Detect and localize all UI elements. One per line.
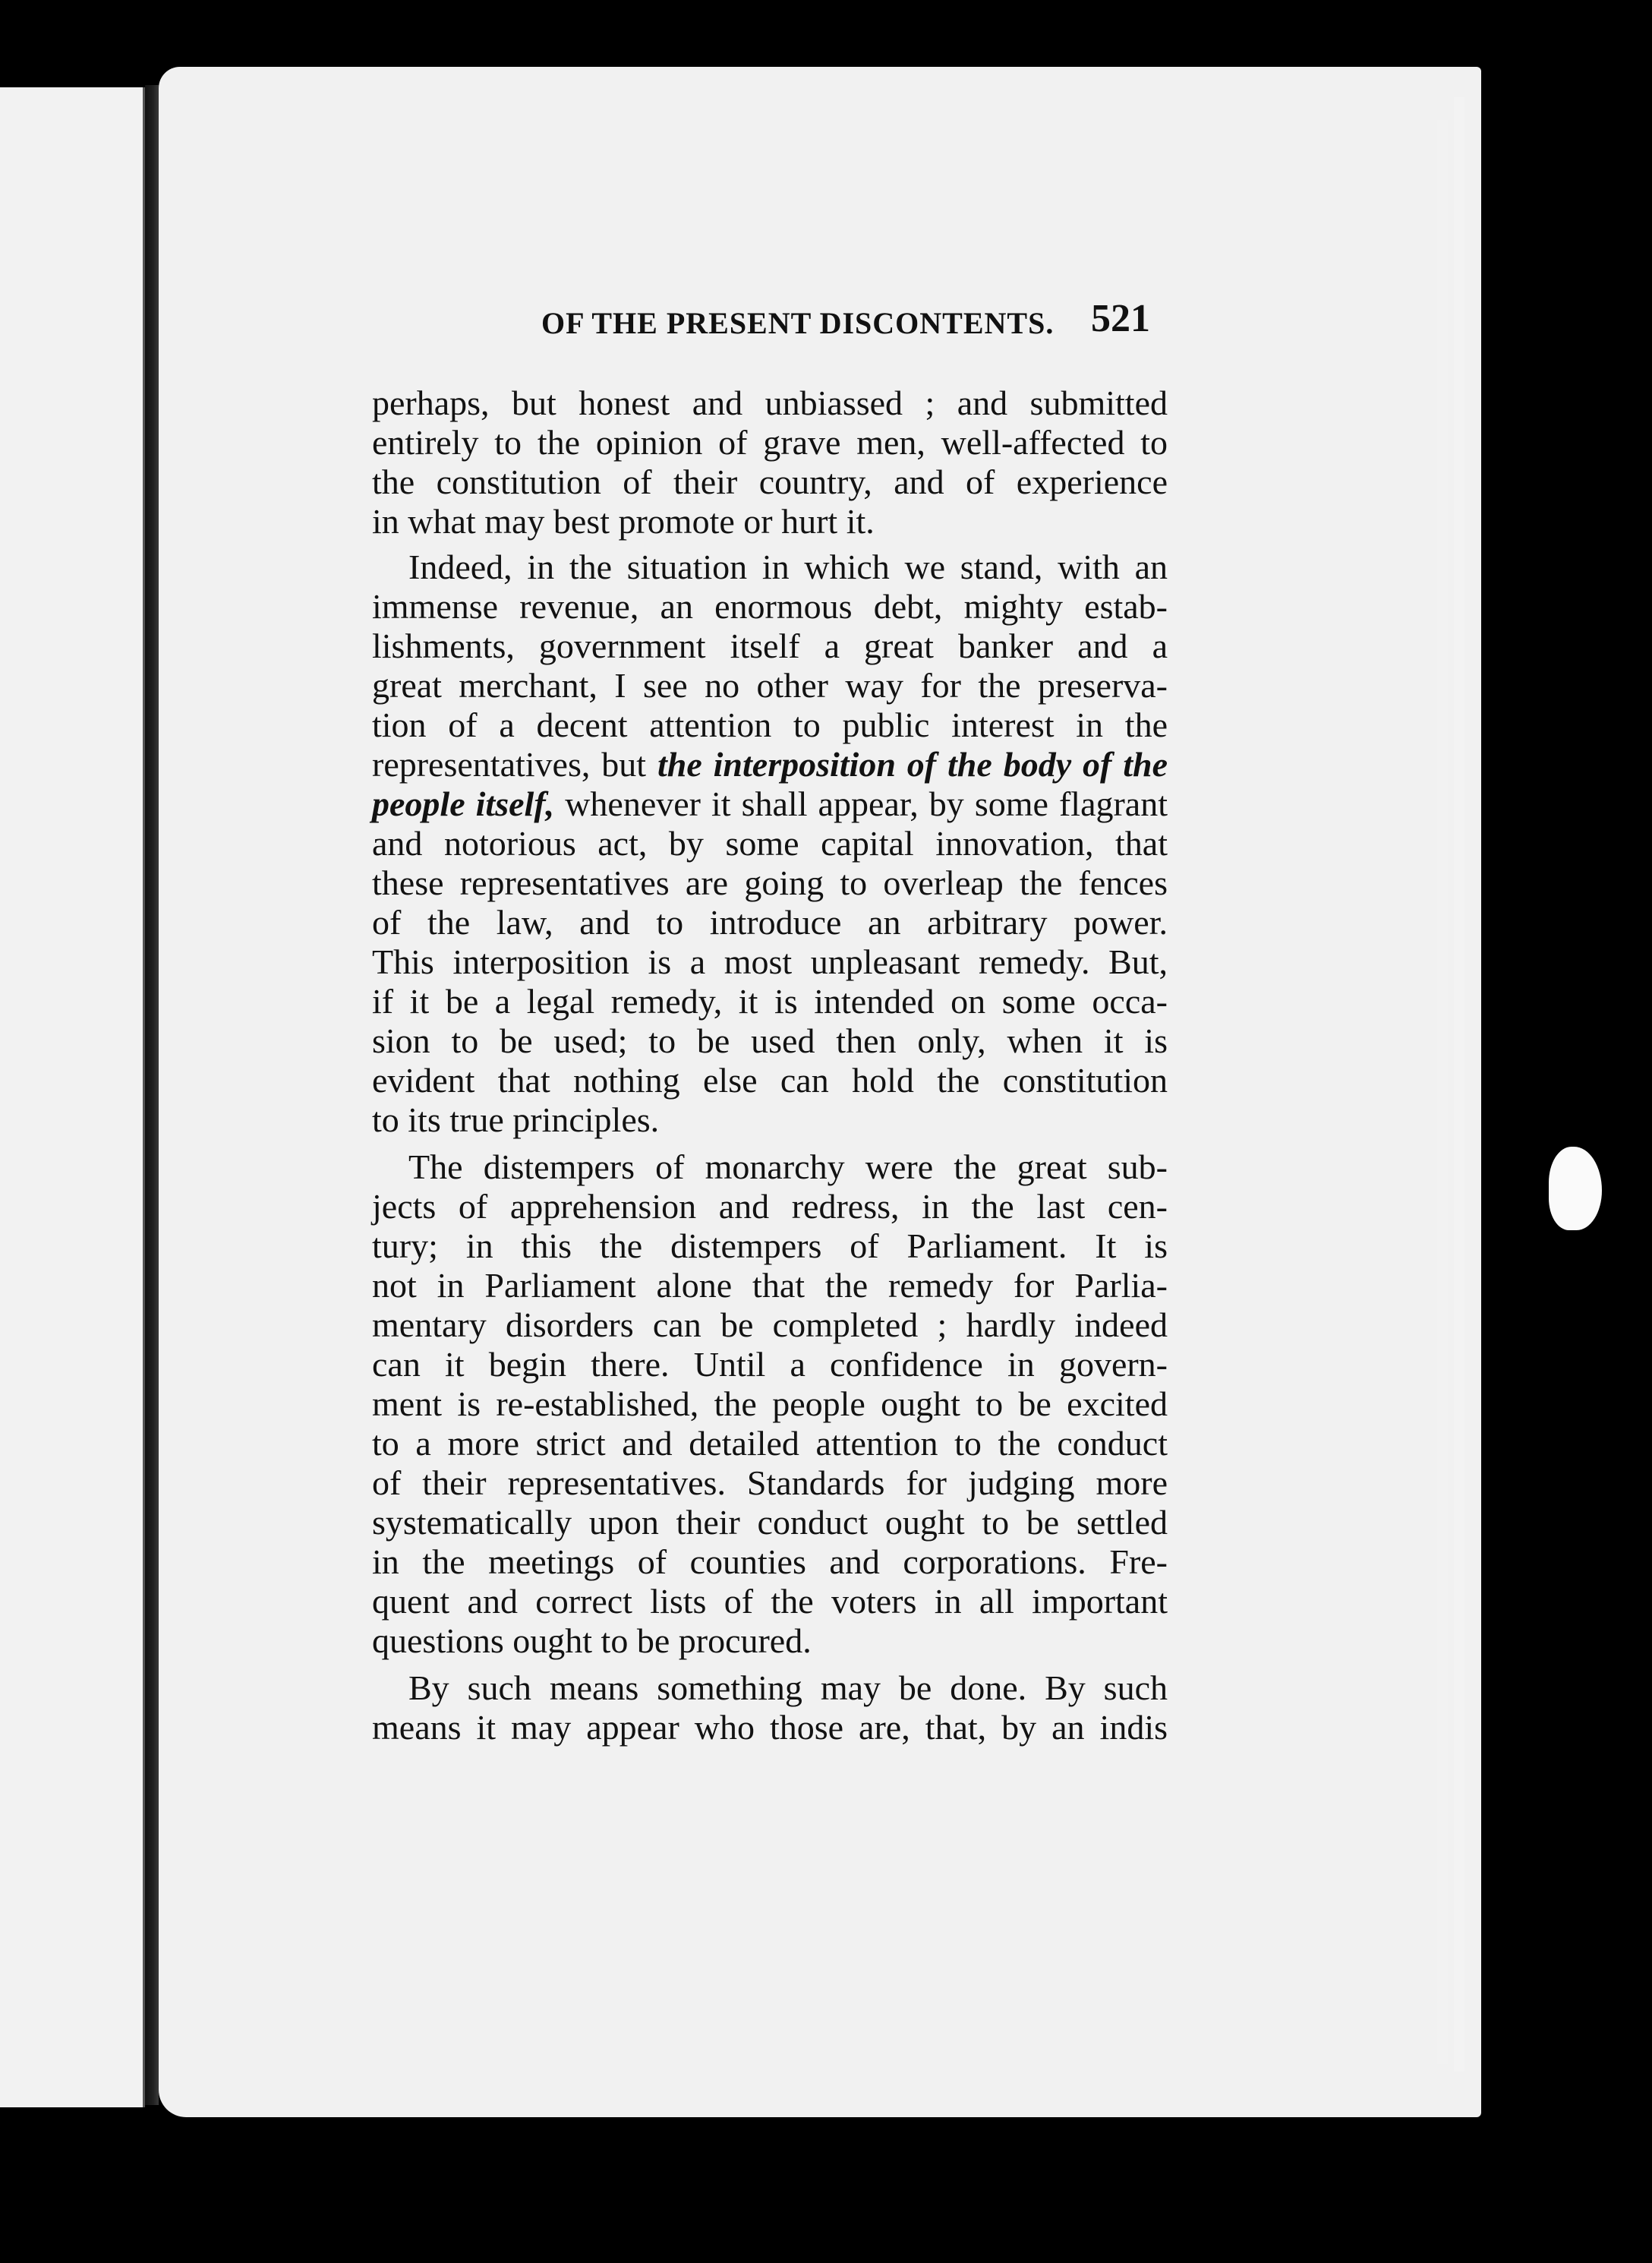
text-line: of the law, and to introduce an arbitrary power. [372,903,1168,942]
text-line: not in Parliament alone that the remedy for Parlia- [372,1266,1168,1305]
text-line [372,784,1168,824]
italic-text: the interposition of the body of the [657,745,1168,784]
text-line: The distempers of monarchy were the great sub- [408,1147,1168,1186]
text-run: whenever it shall appear, by some flagrant [565,784,1168,823]
text-line: of their representatives. Standards for judging more [372,1463,1168,1502]
text-line: great merchant, I see no other way for the preserva- [372,666,1168,705]
text-run: representatives, but [372,745,647,784]
left-page [0,87,145,2107]
text-line: these representatives are going to overleap the fences [372,863,1168,902]
text-line: if it be a legal remedy, it is intended on some occa- [372,982,1168,1021]
text-line: questions ought to be procured. [372,1621,812,1660]
text-line: quent and correct lists of the voters in all important [372,1582,1168,1621]
page-edge [1454,97,1464,2072]
text-line: to its true principles. [372,1100,660,1139]
paper-blot [1549,1147,1602,1230]
text-line: can it begin there. Until a confidence in govern- [372,1345,1168,1384]
running-head: OF THE PRESENT DISCONTENTS. [541,306,1055,340]
book-gutter [145,85,159,2105]
text-line: By such means something may be done. By such [408,1668,1168,1707]
text-line: lishments, government itself a great banker and a [372,627,1168,665]
page-number: 521 [1091,297,1150,340]
text-line: Indeed, in the situation in which we stand, with an [408,548,1168,586]
text-line: jects of apprehension and redress, in the last cen- [372,1187,1168,1226]
text-line: tion of a decent attention to public interest in the [372,705,1168,744]
text-line: perhaps, but honest and unbiassed ; and submitted [372,383,1168,422]
text-line: This interposition is a most unpleasant remedy. But, [372,942,1168,981]
text-line: means it may appear who those are, that, by an indis [372,1708,1168,1747]
text-line: sion to be used; to be used then only, when it is [372,1021,1168,1060]
text-line [372,745,1168,784]
text-line: to a more strict and detailed attention to the conduct [372,1424,1168,1463]
text-line: in what may best promote or hurt it. [372,502,875,541]
italic-text: people itself, [372,784,555,823]
page-edge [1437,120,1448,2064]
text-line: in the meetings of counties and corporations. Fre- [372,1542,1168,1581]
text-line: ment is re-established, the people ought to be excited [372,1384,1168,1423]
text-line: tury; in this the distempers of Parliament. It is [372,1226,1168,1265]
text-line: immense revenue, an enormous debt, mighty estab- [372,587,1168,626]
text-line: systematically upon their conduct ought to be settled [372,1503,1168,1542]
text-line: the constitution of their country, and of experience [372,462,1168,501]
text-line: entirely to the opinion of grave men, well-affected to [372,423,1168,462]
text-line: mentary disorders can be completed ; hardly indeed [372,1305,1168,1344]
text-line: and notorious act, by some capital innovation, that [372,824,1168,863]
text-line: evident that nothing else can hold the constitution [372,1061,1168,1100]
